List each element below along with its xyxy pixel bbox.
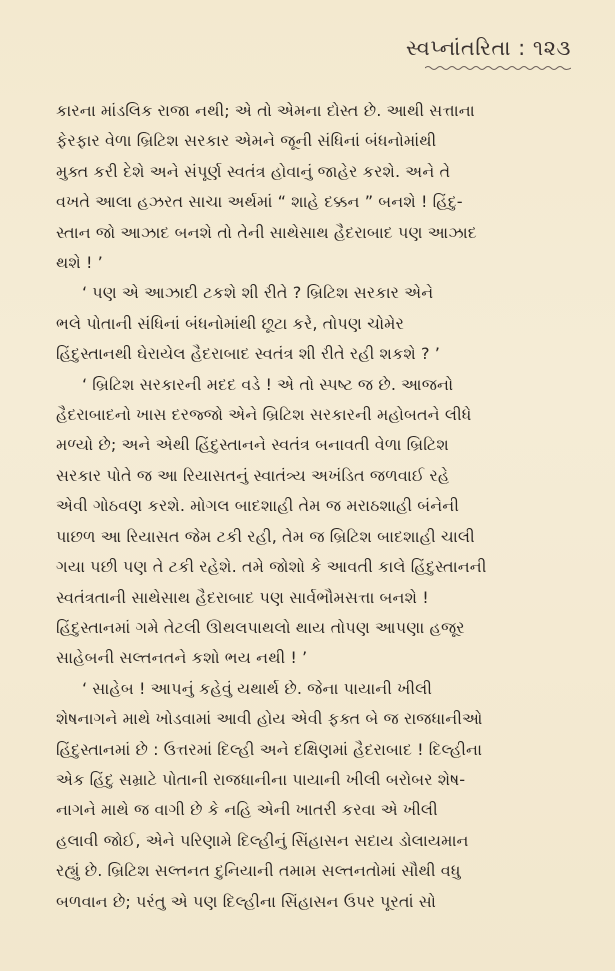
text-line: સ્વતંત્રતાની સાથેસાથ હૈદરાબાદ પણ સાર્વભૌમસત્તા બનશે ! [56, 587, 429, 607]
text-line: થશે ! ’ [56, 253, 103, 273]
text-line: બળવાન છે; પરંતુ એ પણ દિલ્હીના સિંહાસન ઉપર પૂરતાં સો [56, 891, 436, 911]
text-line: ફેરફાર વેળા બ્રિટિશ સરકાર એમને જૂની સંધિનાં બંધનોમાંથી [56, 131, 437, 151]
text-line: સાહેબની સલ્તનતને કશો ભય નથી ! ’ [56, 648, 308, 668]
text-line: રહ્યું છે. બ્રિટિશ સલ્તનત દુનિયાની તમામ સલ્તનતોમાં સૌથી વધુ [56, 861, 461, 881]
text-line: હિંદુસ્તાનમાં ગમે તેટલી ઊથલપાથલો થાય તોપણ આપણા હજૂર [56, 617, 465, 637]
text-line: હિંદુસ્તાનથી ઘેરાયેલ હૈદરાબાદ સ્વતંત્ર શી રીતે રહી શકશે ? ’ [56, 344, 440, 364]
text-line: પાછળ આ રિયાસત જેમ ટકી રહી, તેમ જ બ્રિટિશ બાદશાહી ચાલી [56, 526, 475, 546]
text-line: ભલે પોતાની સંધિનાં બંધનોમાંથી છૂટા કરે, તોપણ ચોમેર [56, 313, 404, 333]
text-line: વખતે આલા હઝરત સાચા અર્થમાં “ શાહે દક્કન ” બનશે ! હિંદુ- [56, 192, 463, 212]
text-line: હલાવી જોઈ, એને પરિણામે દિલ્હીનું સિંહાસન સદાય ડોલાયમાન [56, 830, 469, 850]
text-line: શેષનાગને માથે ખોડવામાં આવી હોય એવી ફક્ત બે જ રાજધાનીઓ [56, 709, 483, 729]
text-line: નાગને માથે જ વાગી છે કે નહિ એની ખાતરી કરવા એ ખીલી [56, 800, 438, 820]
text-line: હિંદુસ્તાનમાં છે : ઉત્તરમાં દિલ્હી અને દક્ષિણમાં હૈદરાબાદ ! દિલ્હીના [56, 739, 483, 759]
paragraph-first-line: ‘ બ્રિટિશ સરકારની મદદ વડે ! એ તો સ્પષ્ટ જ છે. આજનો [82, 374, 454, 394]
text-line: હૈદરાબાદનો ખાસ દરજ્જો એને બ્રિટિશ સરકારની મહોબતને લીધે [56, 405, 472, 425]
text-line: કારના માંડલિક રાજા નથી; એ તો એમના દોસ્ત છે. આથી સત્તાના [56, 101, 475, 120]
paragraph-first-line: ‘ સાહેબ ! આપનું કહેવું યથાર્થ છે. જેના પાયાની ખીલી [82, 678, 432, 698]
text-line: એક હિંદુ સમ્રાટે પોતાની રાજધાનીના પાયાની ખીલી બરોબર શેષ- [56, 769, 466, 789]
text-line: મળ્યો છે; અને એથી હિંદુસ્તાનને સ્વતંત્ર બનાવતી વેળા બ્રિટિશ [56, 435, 449, 455]
body-text [56, 96, 575, 917]
text-line: એવી ગોઠવણ કરશે. મોગલ બાદશાહી તેમ જ મરાઠશાહી બંનેની [56, 496, 459, 516]
paragraph-first-line: ‘ પણ એ આઝાદી ટકશે શી રીતે ? બ્રિટિશ સરકાર એને [82, 283, 434, 303]
page-header [56, 36, 575, 82]
running-head-block [406, 36, 571, 71]
text-line: સ્તાન જો આઝાદ બનશે તો તેની સાથેસાથ હૈદરાબાદ પણ આઝાદ [56, 222, 477, 242]
text-line: મુક્ત કરી દેશે અને સંપૂર્ણ સ્વતંત્ર હોવાનું જાહેર કરશે. અને તે [56, 161, 451, 181]
text-line: ગયા પછી પણ તે ટકી રહેશે. તમે જોશો કે આવતી કાલે હિંદુસ્તાનની [56, 557, 487, 577]
running-head-wavy-rule [425, 65, 571, 71]
running-head: સ્વપ્નાંતરિતા : ૧૨૩ [405, 36, 571, 60]
text-line: સરકાર પોતે જ આ રિયાસતનું સ્વાતંત્ર્ય અખંડિત જળવાઈ રહે [56, 465, 450, 485]
